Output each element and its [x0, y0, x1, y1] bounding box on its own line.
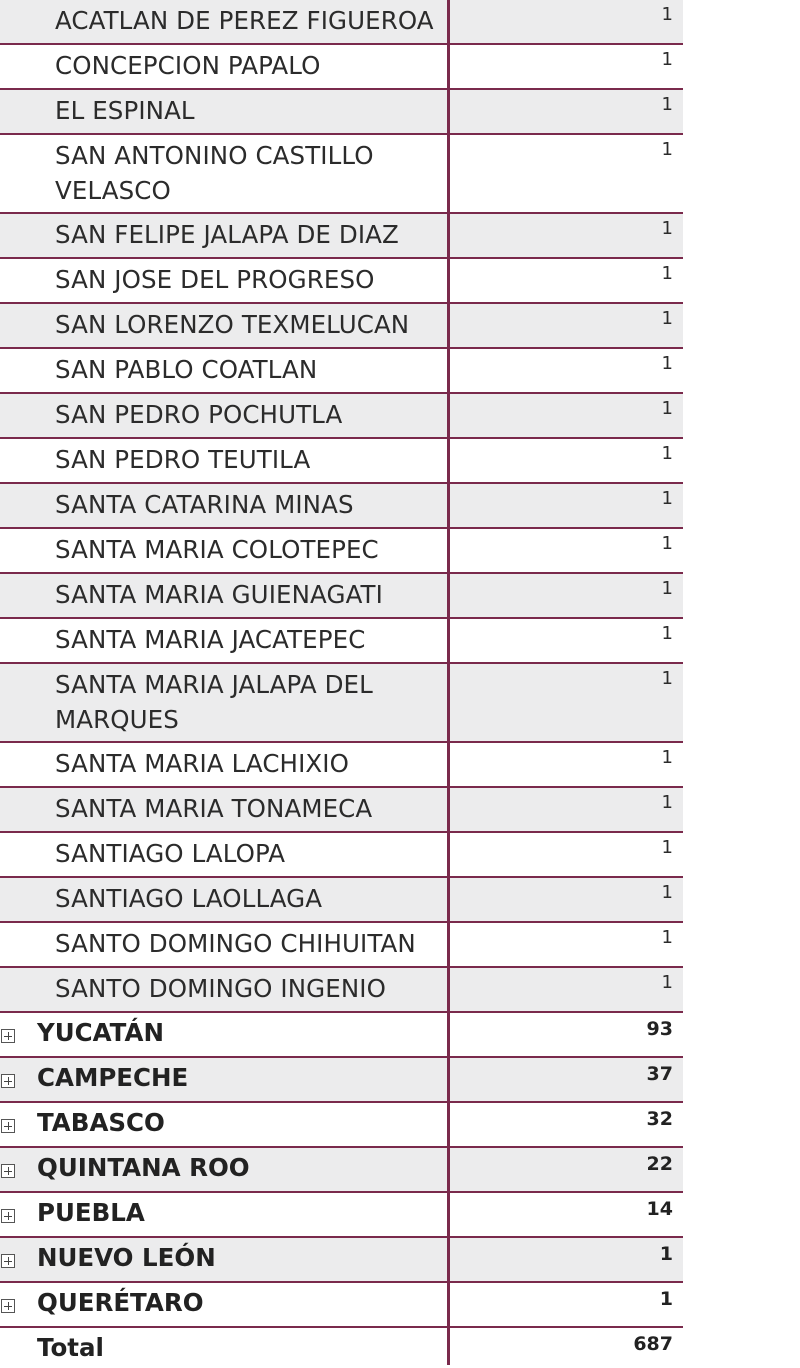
municipality-name: SANTA MARIA JACATEPEC [55, 625, 366, 654]
state-value: 1 [659, 1243, 673, 1265]
state-row[interactable] [0, 1058, 683, 1103]
municipality-value: 1 [661, 94, 673, 115]
municipality-name: SAN PEDRO POCHUTLA [55, 400, 343, 429]
municipality-value: 1 [661, 578, 673, 599]
municipality-value: 1 [661, 792, 673, 813]
municipality-name: SAN JOSE DEL PROGRESO [55, 265, 375, 294]
municipality-row[interactable] [0, 349, 683, 394]
expand-plus-icon[interactable] [1, 1299, 15, 1313]
municipality-row[interactable] [0, 743, 683, 788]
expand-plus-icon[interactable] [1, 1029, 15, 1043]
state-row[interactable] [0, 1013, 683, 1058]
expand-plus-icon[interactable] [1, 1074, 15, 1088]
municipality-name: SANTA MARIA JALAPA DEL MARQUES [55, 670, 373, 734]
municipality-row[interactable] [0, 923, 683, 968]
municipality-value: 1 [661, 533, 673, 554]
municipality-row[interactable] [0, 574, 683, 619]
column-divider [447, 0, 450, 1365]
state-name: QUINTANA ROO [37, 1153, 250, 1182]
municipality-value: 1 [661, 353, 673, 374]
municipality-name: SAN PEDRO TEUTILA [55, 445, 311, 474]
municipality-row[interactable] [0, 878, 683, 923]
state-name: CAMPECHE [37, 1063, 189, 1092]
municipality-name: SAN FELIPE JALAPA DE DIAZ [55, 220, 399, 249]
municipality-name: EL ESPINAL [55, 96, 195, 125]
state-value: 37 [646, 1063, 673, 1085]
municipality-row[interactable] [0, 619, 683, 664]
municipality-row[interactable] [0, 833, 683, 878]
municipality-row[interactable] [0, 135, 683, 214]
municipality-value: 1 [661, 747, 673, 768]
expand-plus-icon[interactable] [1, 1119, 15, 1133]
municipality-name: SANTA MARIA LACHIXIO [55, 749, 349, 778]
municipality-name: SANTA MARIA COLOTEPEC [55, 535, 379, 564]
state-name: YUCATÁN [37, 1018, 164, 1047]
state-value: 22 [646, 1153, 673, 1175]
state-name: PUEBLA [37, 1198, 145, 1227]
municipality-name: ACATLAN DE PEREZ FIGUEROA [55, 6, 434, 35]
state-row[interactable] [0, 1193, 683, 1238]
expand-plus-icon[interactable] [1, 1164, 15, 1178]
total-row [0, 1328, 683, 1368]
total-label: Total [37, 1333, 104, 1362]
state-name: QUERÉTARO [37, 1288, 204, 1317]
municipality-value: 1 [661, 623, 673, 644]
municipality-row[interactable] [0, 259, 683, 304]
municipality-row[interactable] [0, 304, 683, 349]
municipality-row[interactable] [0, 90, 683, 135]
municipality-row[interactable] [0, 214, 683, 259]
municipality-value: 1 [661, 49, 673, 70]
state-name: NUEVO LEÓN [37, 1243, 216, 1272]
expand-plus-icon[interactable] [1, 1209, 15, 1223]
municipality-name: SANTA MARIA TONAMECA [55, 794, 373, 823]
municipality-name: SANTIAGO LALOPA [55, 839, 286, 868]
municipality-value: 1 [661, 218, 673, 239]
municipality-value: 1 [661, 443, 673, 464]
municipality-row[interactable] [0, 788, 683, 833]
municipality-name: SANTO DOMINGO INGENIO [55, 974, 386, 1003]
state-value: 14 [646, 1198, 673, 1220]
municipality-value: 1 [661, 398, 673, 419]
state-row[interactable] [0, 1283, 683, 1328]
municipality-row[interactable] [0, 664, 683, 743]
municipality-name: SANTA CATARINA MINAS [55, 490, 354, 519]
municipality-value: 1 [661, 927, 673, 948]
state-row[interactable] [0, 1148, 683, 1193]
municipality-row[interactable] [0, 484, 683, 529]
state-value: 32 [646, 1108, 673, 1130]
municipality-row[interactable] [0, 529, 683, 574]
state-row[interactable] [0, 1103, 683, 1148]
municipality-name: SAN PABLO COATLAN [55, 355, 318, 384]
municipality-value: 1 [661, 668, 673, 689]
municipality-row[interactable] [0, 0, 683, 45]
municipality-value: 1 [661, 488, 673, 509]
state-row[interactable] [0, 1238, 683, 1283]
municipality-name: SAN ANTONINO CASTILLO VELASCO [55, 141, 374, 205]
municipality-value: 1 [661, 263, 673, 284]
municipality-value: 1 [661, 837, 673, 858]
municipality-name: SANTA MARIA GUIENAGATI [55, 580, 383, 609]
municipality-value: 1 [661, 139, 673, 160]
municipality-value: 1 [661, 882, 673, 903]
municipality-value: 1 [661, 4, 673, 25]
expand-plus-icon[interactable] [1, 1254, 15, 1268]
state-name: TABASCO [37, 1108, 165, 1137]
municipality-row[interactable] [0, 45, 683, 90]
municipality-row[interactable] [0, 439, 683, 484]
municipality-name: SANTO DOMINGO CHIHUITAN [55, 929, 416, 958]
municipality-name: SANTIAGO LAOLLAGA [55, 884, 323, 913]
state-value: 93 [646, 1018, 673, 1040]
municipality-row[interactable] [0, 968, 683, 1013]
municipality-row[interactable] [0, 394, 683, 439]
total-value: 687 [633, 1333, 673, 1355]
state-value: 1 [659, 1288, 673, 1310]
municipality-name: CONCEPCION PAPALO [55, 51, 321, 80]
municipality-value: 1 [661, 308, 673, 329]
municipality-name: SAN LORENZO TEXMELUCAN [55, 310, 410, 339]
municipality-value: 1 [661, 972, 673, 993]
